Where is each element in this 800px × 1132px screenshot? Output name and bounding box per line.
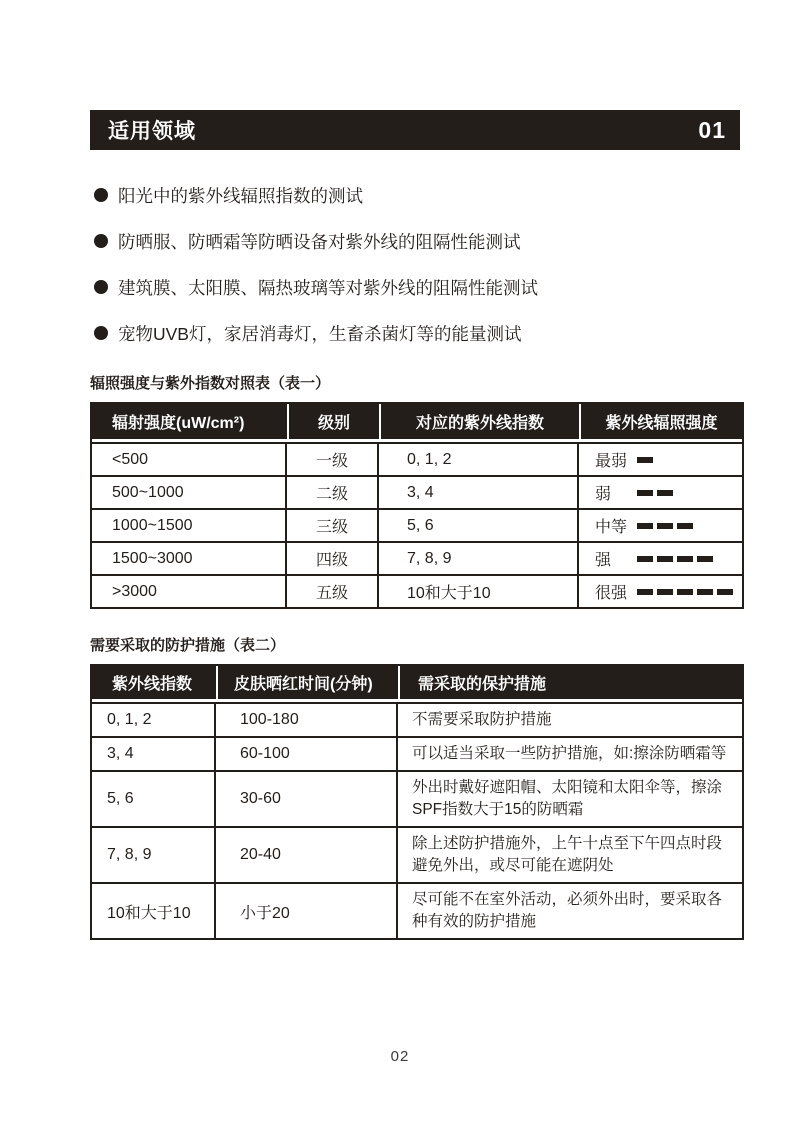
redden-time-cell: 100-180	[216, 702, 398, 736]
bullet-text: 阳光中的紫外线辐照指数的测试	[118, 185, 363, 206]
uv-index-cell: 7, 8, 9	[379, 541, 579, 574]
strength-bars-icon	[637, 556, 713, 562]
level-cell: 五级	[287, 574, 379, 607]
strength-label: 最弱	[595, 453, 628, 470]
strength-cell	[579, 442, 742, 475]
redden-time-cell: 60-100	[216, 736, 398, 770]
list-item	[94, 275, 740, 299]
strength-bars-icon	[637, 457, 653, 463]
level-cell: 三级	[287, 508, 379, 541]
application-bullet-list	[90, 183, 740, 345]
uv-index-cell: 3, 4	[379, 475, 579, 508]
bullet-icon	[94, 326, 108, 340]
bullet-icon	[94, 234, 108, 248]
uv-index-cell: 3, 4	[92, 736, 216, 770]
section-number: 01	[698, 116, 726, 143]
list-item	[94, 321, 740, 345]
uv-index-reference-table	[90, 402, 744, 609]
column-header: 级别	[287, 404, 379, 442]
uv-index-cell: 7, 8, 9	[92, 826, 216, 882]
section-title: 适用领域	[108, 120, 196, 143]
table-row	[92, 826, 742, 882]
redden-time-cell: 20-40	[216, 826, 398, 882]
bullet-text: 宠物UVB灯，家居消毒灯，生畜杀菌灯等的能量测试	[118, 323, 522, 344]
bullet-icon	[94, 188, 108, 202]
strength-bars-icon	[637, 490, 673, 496]
table-row	[92, 736, 742, 770]
column-header: 需采取的保护措施	[398, 666, 742, 702]
intensity-cell: <500	[92, 442, 287, 475]
column-header: 皮肤晒红时间(分钟)	[216, 666, 398, 702]
uv-index-cell: 10和大于10	[92, 882, 216, 938]
column-header: 对应的紫外线指数	[379, 404, 579, 442]
measures-cell: 尽可能不在室外活动，必须外出时，要采取各种有效的防护措施	[398, 882, 742, 938]
measures-cell: 除上述防护措施外，上午十点至下午四点时段避免外出，或尽可能在遮阴处	[398, 826, 742, 882]
table-row	[92, 574, 742, 607]
table-header-row	[92, 404, 742, 442]
strength-cell	[579, 508, 742, 541]
table-row	[92, 882, 742, 938]
strength-bars-icon	[637, 589, 733, 595]
intensity-cell: 500~1000	[92, 475, 287, 508]
table-row	[92, 702, 742, 736]
table1-title: 辐照强度与紫外指数对照表（表一）	[90, 375, 331, 392]
level-cell: 一级	[287, 442, 379, 475]
strength-label: 中等	[595, 519, 628, 536]
page-number: 02	[390, 1048, 410, 1065]
column-header: 紫外线辐照强度	[579, 404, 742, 442]
bullet-text: 建筑膜、太阳膜、隔热玻璃等对紫外线的阻隔性能测试	[118, 277, 538, 298]
uv-index-cell: 5, 6	[379, 508, 579, 541]
strength-cell	[579, 574, 742, 607]
measures-cell: 可以适当采取一些防护措施，如:擦涂防晒霜等	[398, 736, 742, 770]
uv-index-cell: 5, 6	[92, 770, 216, 826]
uv-index-cell: 10和大于10	[379, 574, 579, 607]
uv-index-cell: 0, 1, 2	[379, 442, 579, 475]
strength-cell	[579, 541, 742, 574]
level-cell: 四级	[287, 541, 379, 574]
strength-cell	[579, 475, 742, 508]
list-item	[94, 183, 740, 207]
measures-cell: 外出时戴好遮阳帽、太阳镜和太阳伞等，擦涂SPF指数大于15的防晒霜	[398, 770, 742, 826]
intensity-cell: 1000~1500	[92, 508, 287, 541]
table-row	[92, 442, 742, 475]
uv-index-cell: 0, 1, 2	[92, 702, 216, 736]
strength-label: 很强	[595, 585, 628, 602]
column-header: 辐射强度(uW/cm²)	[92, 404, 287, 442]
level-cell: 二级	[287, 475, 379, 508]
redden-time-cell: 小于20	[216, 882, 398, 938]
list-item	[94, 229, 740, 253]
table-row	[92, 770, 742, 826]
column-header: 紫外线指数	[92, 666, 216, 702]
section-header-bar	[90, 110, 740, 150]
protection-measures-table	[90, 664, 744, 940]
table-row	[92, 508, 742, 541]
table2-title: 需要采取的防护措施（表二）	[90, 637, 286, 654]
table-header-row	[92, 666, 742, 702]
bullet-icon	[94, 280, 108, 294]
measures-cell: 不需要采取防护措施	[398, 702, 742, 736]
table-row	[92, 475, 742, 508]
strength-label: 强	[595, 552, 612, 569]
strength-label: 弱	[595, 486, 612, 503]
strength-bars-icon	[637, 523, 693, 529]
intensity-cell: 1500~3000	[92, 541, 287, 574]
bullet-text: 防晒服、防晒霜等防晒设备对紫外线的阻隔性能测试	[118, 231, 521, 252]
redden-time-cell: 30-60	[216, 770, 398, 826]
table-row	[92, 541, 742, 574]
intensity-cell: >3000	[92, 574, 287, 607]
